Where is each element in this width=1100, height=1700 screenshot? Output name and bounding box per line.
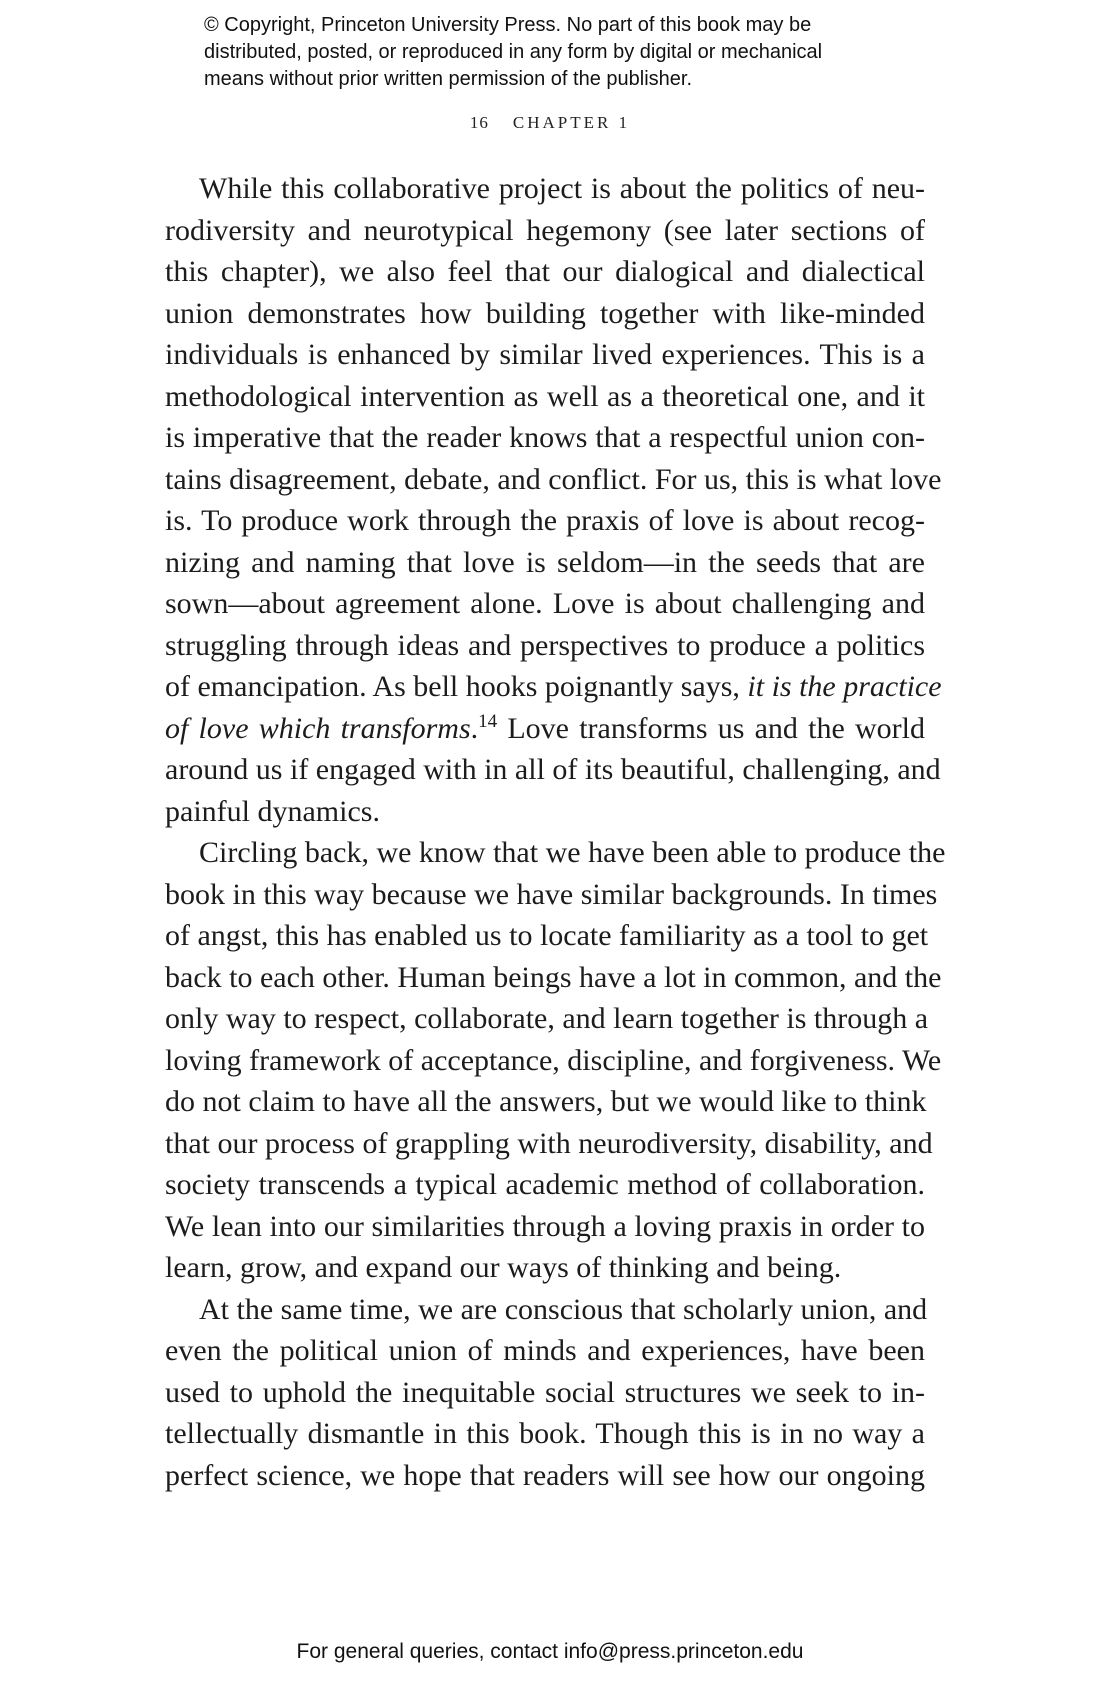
text-run: . xyxy=(470,711,479,745)
text-line: struggling through ideas and perspectives to produce a politics xyxy=(165,628,925,662)
text-line xyxy=(165,708,925,750)
text-line: do not claim to have all the answers, but we would like to think xyxy=(165,1085,927,1118)
text-line: sown—about agreement alone. Love is about challenging and xyxy=(165,587,925,620)
text-line: union demonstrates how building together with like-minded xyxy=(165,296,925,330)
text-line: tellectually dismantle in this book. Though this is in no way a xyxy=(165,1417,925,1450)
running-head xyxy=(0,113,1100,133)
text-line: tains disagreement, debate, and conflict. For us, this is what love xyxy=(165,462,942,496)
footer-contact: For general queries, contact info@press.princeton.edu xyxy=(296,1640,804,1663)
text-line: that our process of grappling with neurodiversity, disability, and xyxy=(165,1126,933,1160)
text-line: is imperative that the reader knows that a respectful union con- xyxy=(165,421,925,454)
text-run: of emancipation. As bell hooks poignantly says, xyxy=(165,670,748,703)
text-line: of angst, this has enabled us to locate familiarity as a tool to get xyxy=(165,919,929,952)
copyright-line: means without prior written permission of the publisher. xyxy=(204,68,693,90)
text-line xyxy=(165,666,942,708)
text-line: We lean into our similarities through a loving praxis in order to xyxy=(165,1209,925,1243)
text-line: painful dynamics. xyxy=(165,794,380,828)
text-line: methodological intervention as well as a theoretical one, and it xyxy=(165,379,925,413)
text-line: is. To produce work through the praxis of love is about recog- xyxy=(165,504,925,537)
text-line: learn, grow, and expand our ways of thinking and being. xyxy=(165,1251,842,1284)
italic-quote: of love which transforms xyxy=(165,711,471,745)
text-line: individuals is enhanced by similar lived experiences. This is a xyxy=(165,338,925,371)
text-line: used to uphold the inequitable social structures we seek to in- xyxy=(165,1375,925,1409)
italic-quote: it is the practice xyxy=(747,670,942,703)
text-line: even the political union of minds and experiences, have been xyxy=(165,1334,925,1367)
text-line: perfect science, we hope that readers will see how our ongoing xyxy=(165,1458,925,1492)
body-text xyxy=(165,168,946,1496)
text-line: around us if engaged with in all of its beautiful, challenging, and xyxy=(165,753,941,786)
page-number: 16 xyxy=(469,113,489,132)
copyright-line: distributed, posted, or reproduced in any form by digital or mechanical xyxy=(204,41,823,63)
paragraph xyxy=(165,832,946,1289)
copyright-line: © Copyright, Princeton University Press. No part of this book may be xyxy=(204,14,812,36)
text-line: back to each other. Human beings have a lot in common, and the xyxy=(165,960,942,994)
text-line: While this collaborative project is about the politics of neu- xyxy=(199,172,925,205)
text-line: only way to respect, collaborate, and learn together is through a xyxy=(165,1002,929,1035)
text-line: this chapter), we also feel that our dialogical and dialectical xyxy=(165,255,925,288)
paragraph xyxy=(165,1289,928,1497)
text-line: Circling back, we know that we have been able to produce the xyxy=(199,836,946,869)
text-line: At the same time, we are conscious that scholarly union, and xyxy=(199,1292,928,1326)
text-line: rodiversity and neurotypical hegemony (see later sections of xyxy=(165,213,925,247)
text-line: loving framework of acceptance, discipline, and forgiveness. We xyxy=(165,1043,942,1077)
text-line: society transcends a typical academic method of collaboration. xyxy=(165,1168,925,1201)
text-line: book in this way because we have similar backgrounds. In times xyxy=(165,877,938,911)
text-line: nizing and naming that love is seldom—in the seeds that are xyxy=(165,545,925,579)
copyright-notice xyxy=(204,12,924,93)
footnote-ref[interactable]: 14 xyxy=(478,710,498,732)
text-run: Love transforms us and the world xyxy=(497,711,925,745)
chapter-label: CHAPTER 1 xyxy=(512,113,631,132)
paragraph xyxy=(165,168,942,832)
